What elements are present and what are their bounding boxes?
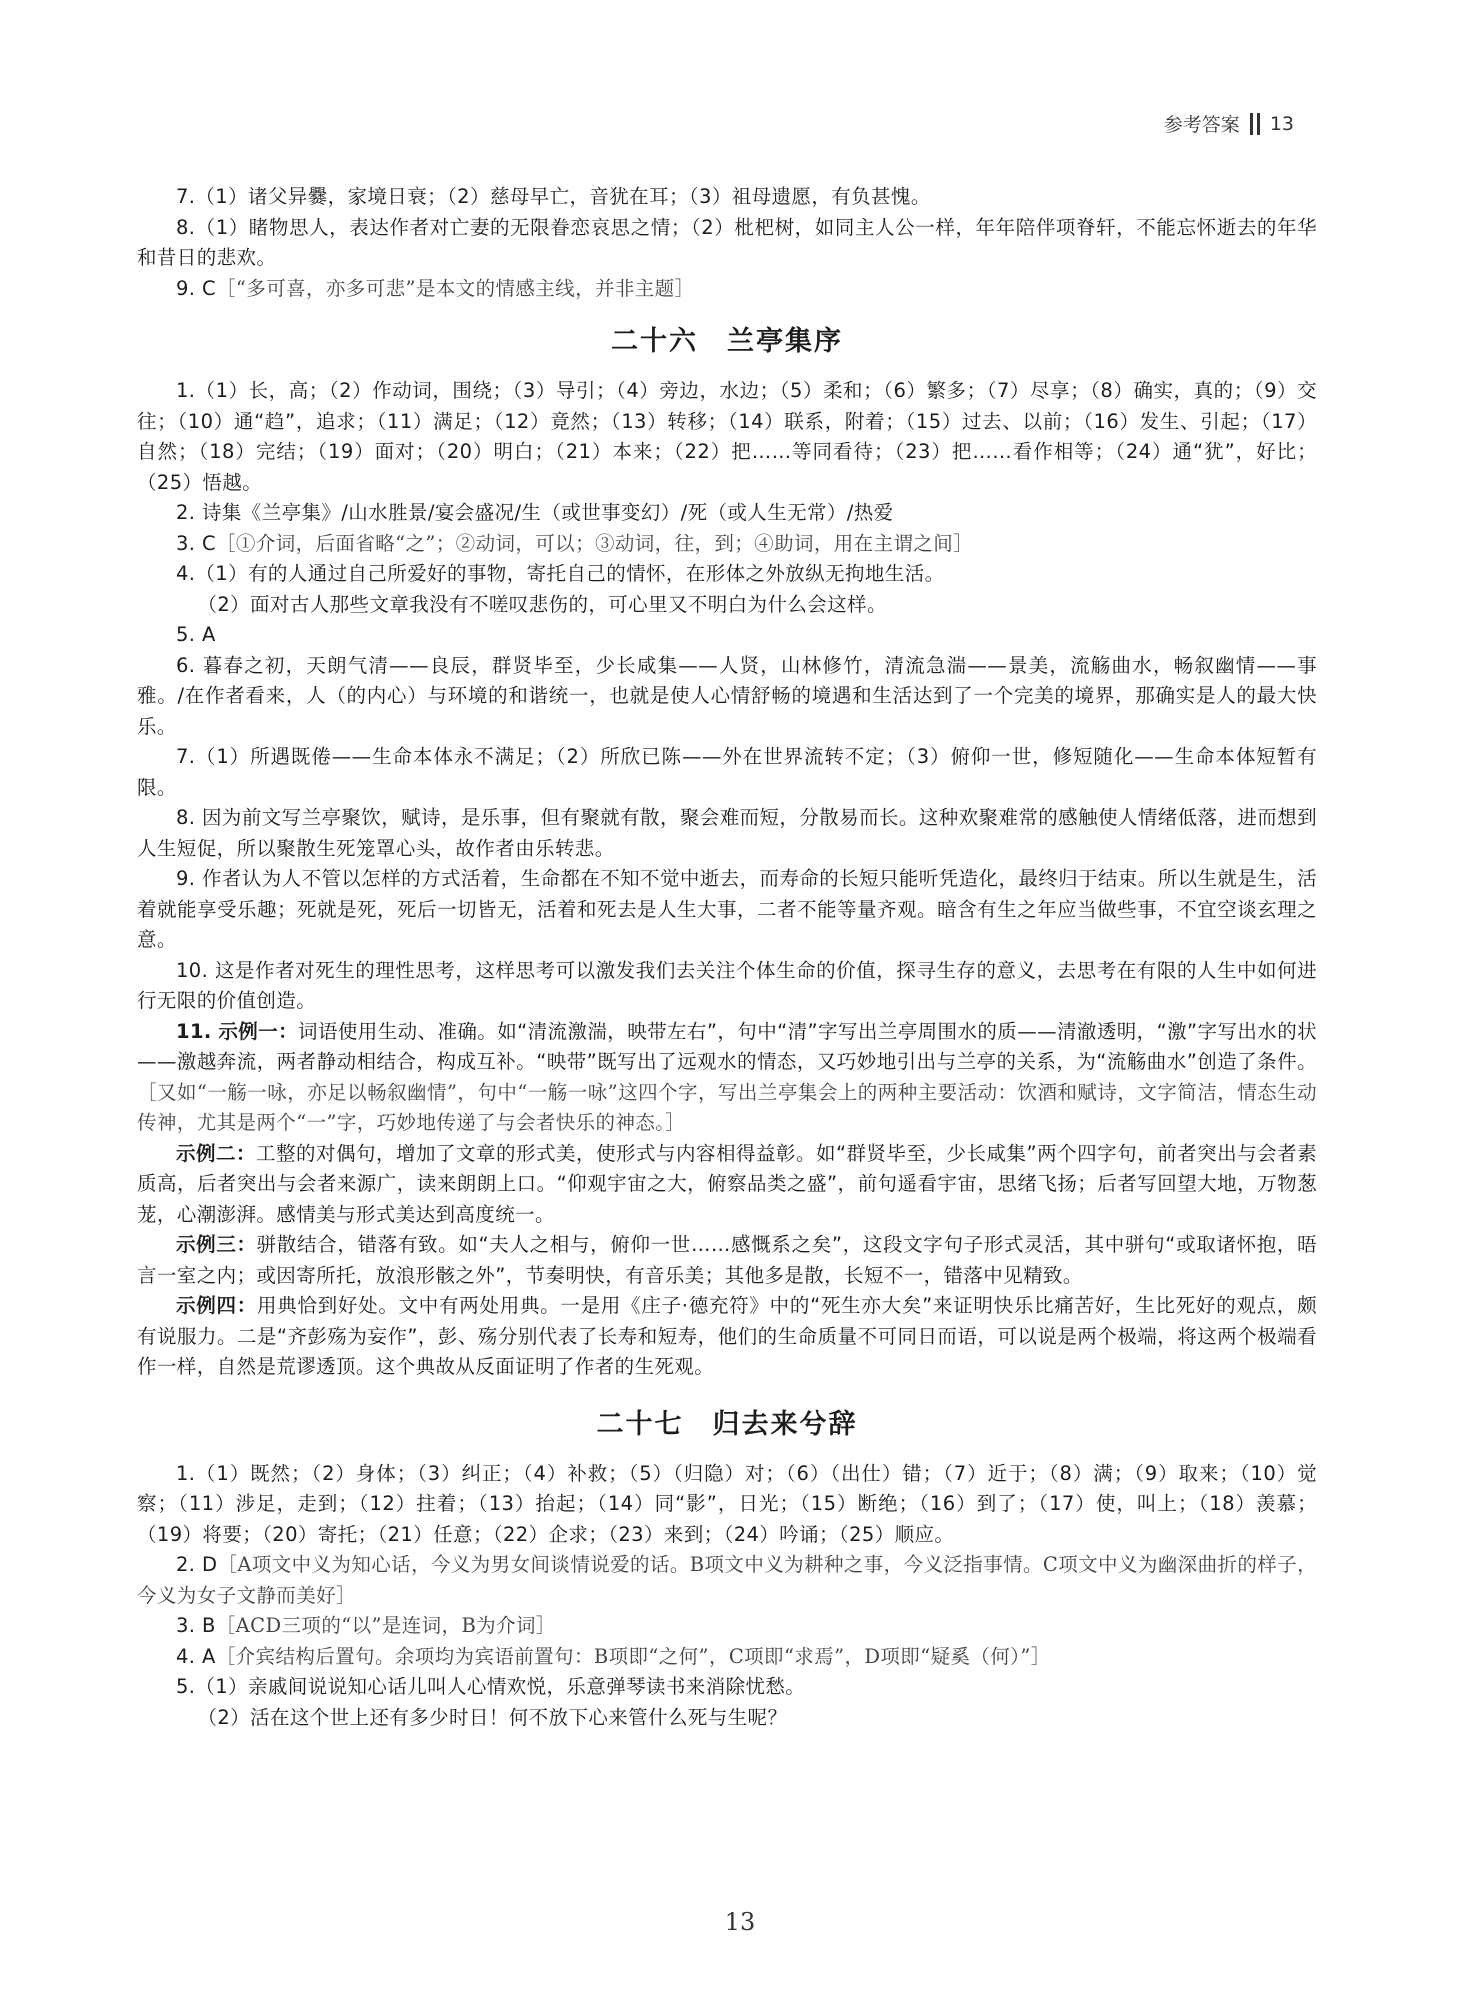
header-divider [1257,113,1260,135]
answer-note: ［ACD三项的“以”是连词，B为介词］ [215,1614,556,1637]
answer-item [137,1642,1317,1673]
answer-note: ［又如“一觞一咏，亦足以畅叙幽情”，句中“一觞一咏”这四个字，写出兰亭集会上的两种主要活动：饮酒和赋诗，文字简洁，情态生动传神，尤其是两个“一”字，巧妙地传递了与会者快乐的神态。］ [137,1080,1317,1134]
answer-item [137,274,1317,305]
answer-item: 5.（1）亲戚间说说知心话儿叫人心情欢悦，乐意弹琴读书来消除忧愁。 [176,1675,806,1698]
answer-item [137,1139,1317,1231]
header-divider [1250,113,1253,135]
answer-item: 7.（1）诸父异爨，家境日衰；（2）慈母早亡，音犹在耳；（3）祖母遗愿，有负甚愧。 [176,185,931,208]
answer-text: 骈散结合，错落有致。如“夫人之相与，俯仰一世……感慨系之矣”，这段文字句子形式灵活，其中骈句“或取诸怀抱，晤言一室之内；或因寄所托，放浪形骸之外”，节奏明快，有音乐美；其他多是散，长短不一，错落中见精致。 [137,1233,1317,1287]
answer-text: 工整的对偶句，增加了文章的形式美，使形式与内容相得益彰。如“群贤毕至，少长咸集”两个四字句，前者突出与会者素质高，后者突出与会者来源广，读来朗朗上口。“仰观宇宙之大，俯察品类之盛”，前句遥看宇宙，思绪飞扬；后者写回望大地，万物葱茏，心潮澎湃。感情美与形式美达到高度统一。 [137,1141,1317,1226]
answer-text: 4. A [176,1644,216,1668]
answer-item: 4.（1）有的人通过自己所爱好的事物，寄托自己的情怀，在形体之外放纵无拘地生活。 [176,562,945,585]
page-header [1164,110,1294,137]
example-label: 示例四： [176,1294,257,1317]
example-label: 示例一： [218,1019,299,1043]
answer-note: ［“多可喜，亦多可悲”是本文的情感主线，并非主题］ [216,276,695,300]
answer-item: 7.（1）所遇既倦——生命本体永不满足；（2）所欣已陈——外在世界流转不定；（3）俯仰一世，修短随化——生命本体短暂有限。 [137,745,1317,799]
answer-note: ［介宾结构后置句。余项均为宾语前置句：B项即“之何”，C项即“求焉”，D项即“疑奚（何）”］ [215,1644,1051,1668]
answer-item [137,1550,1317,1611]
answer-item: 5. A [176,623,216,646]
answer-item: 6. 暮春之初，天朗气清——良辰，群贤毕至，少长咸集——人贤，山林修竹，清流急湍——景美，流觞曲水，畅叙幽情——事雅。/在作者看来，人（的内心）与环境的和谐统一，也就是使人心情舒畅的境遇和生活达到了一个完美的境界，那确实是人的最大快乐。 [137,653,1317,738]
answer-item [137,529,1317,560]
answer-content [137,182,1317,1733]
answer-item: 1.（1）既然；（2）身体；（3）纠正；（4）补救；（5）（归隐）对；（6）（出仕）错；（7）近于；（8）满；（9）取来；（10）觉察；（11）涉足，走到；（12）拄着；（13）抬起；（14）同“影”，日光；（15）断绝；（16）到了；（17）使，叫上；（18）羡慕；（19）将要；（20）寄托；（21）任意；（22）企求；（23）来到；（24）吟诵；（25）顺应。 [137,1461,1317,1546]
page-number: 13 [724,1908,756,1936]
answer-item: 2. 诗集《兰亭集》/山水胜景/宴会盛况/生（或世事变幻）/死（或人生无常）/热爱 [176,501,894,524]
answer-text: 9. C [176,276,217,300]
answer-item: 8. 因为前文写兰亭聚饮，赋诗，是乐事，但有聚就有散，聚会难而短，分散易而长。这种欢聚难常的感触使人情绪低落，进而想到人生短促，所以聚散生死笼罩心头，故作者由乐转悲。 [137,806,1317,860]
answer-item: 1.（1）长，高；（2）作动词，围绕；（3）导引；（4）旁边，水边；（5）柔和；（6）繁多；（7）尽享；（8）确实，真的；（9）交往；（10）通“趋”，追求；（11）满足；（12）竟然；（13）转移；（14）联系，附着；（15）过去、以前；（16）发生、引起；（17）自然；（18）完结；（19）面对；（20）明白；（21）本来；（22）把……等同看待；（23）把……看作相等；（24）通“犹”，好比；（25）悟越。 [137,379,1317,494]
section-title: 二十七 归去来兮辞 [596,1408,858,1440]
answer-item: 9. 作者认为人不管以怎样的方式活着，生命都在不知不觉中逝去，而寿命的长短只能听凭造化，最终归于结束。所以生就是生，活着就能享受乐趣；死就是死，死后一切皆无，活着和死去是人生大事，二者不能等量齐观。暗含有生之年应当做些事，不宜空谈玄理之意。 [137,867,1317,951]
header-label: 参考答案 [1163,114,1240,136]
answer-note: ［A项文中义为知心话，今义为男女间谈情说爱的话。B项文中义为耕种之事，今义泛指事情。C项文中义为幽深曲折的样子，今义为女子文静而美好］ [137,1553,1318,1607]
answer-item: 8.（1）睹物思人，表达作者对亡妻的无限眷恋哀思之情；（2）枇杷树，如同主人公一样，年年陪伴项脊轩，不能忘怀逝去的年华和昔日的悲欢。 [137,215,1317,269]
answer-item [137,1017,1317,1139]
example-label: 示例三： [176,1233,257,1256]
answer-item [137,1291,1317,1383]
answer-note: ［①介词，后面省略“之”；②动词，可以；③动词，往，到；④助词，用在主谓之间］ [216,531,974,555]
answer-item: （2）面对古人那些文章我没有不嗟叹悲伤的，可心里又不明白为什么会这样。 [197,592,887,616]
answer-text: 3. B [176,1614,216,1637]
example-label: 示例二： [176,1141,256,1165]
answer-text: 3. C [176,531,217,555]
question-number: 11. [176,1019,212,1043]
section-title: 二十六 兰亭集序 [611,326,843,357]
answer-item: 10. 这是作者对死生的理性思考，这样思考可以激发我们去关注个体生命的价值，探寻生存的意义，去思考在有限的人生中如何进行无限的价值创造。 [137,958,1317,1012]
answer-text: 用典恰到好处。文中有两处用典。一是用《庄子·德充符》中的“死生亦大矣”来证明快乐比痛苦好，生比死好的观点，颇有说服力。二是“齐彭殇为妄作”，彭、殇分别代表了长寿和短寿，他们的生命质量不可同日而语，可以说是两个极端，将这两个极端看作一样，自然是荒谬透顶。这个典故从反面证明了作者的生死观。 [137,1294,1317,1378]
header-page-number: 13 [1269,112,1294,135]
answer-text: 词语使用生动、准确。如“清流激湍，映带左右”，句中“清”字写出兰亭周围水的质——清澈透明，“激”字写出水的状——激越奔流，两者静动相结合，构成互补。“映带”既写出了远观水的情态，又巧妙地引出与兰亭的关系，为“流觞曲水”创造了条件。 [137,1019,1318,1073]
answer-item [137,1611,1317,1642]
answer-item [137,1230,1317,1291]
answer-text: 2. D [176,1553,218,1576]
answer-item: （2）活在这个世上还有多少时日！何不放下心来管什么死与生呢？ [197,1705,788,1729]
